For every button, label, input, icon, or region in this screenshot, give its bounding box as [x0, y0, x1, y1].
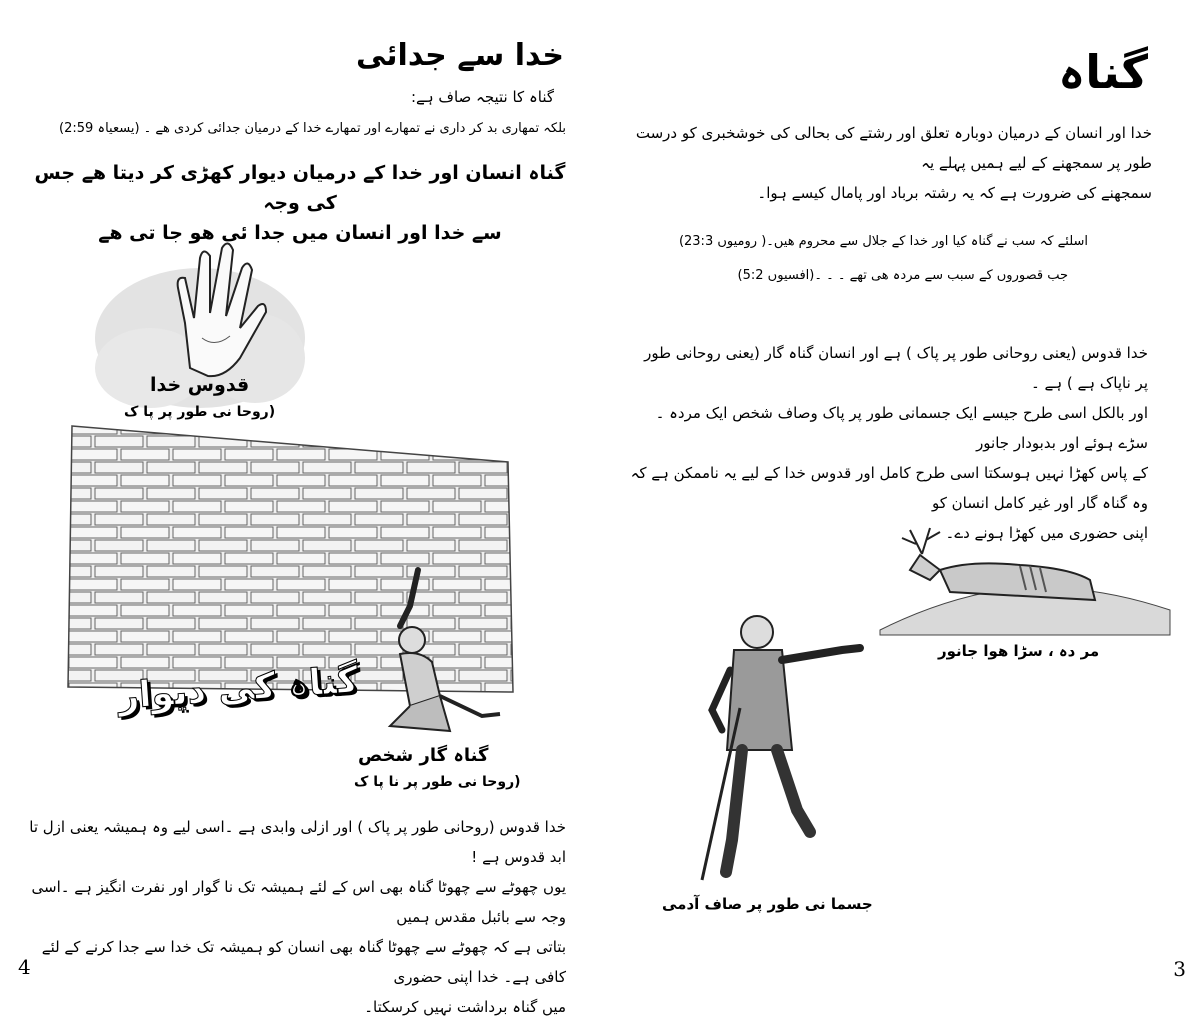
- paragraph-line: میں گناہ برداشت نہیں کرسکتا۔: [364, 998, 566, 1016]
- statement-line-2: سے خدا اور انسان میں جدا ئی ھو جا تی ھے: [98, 222, 502, 244]
- intro-line-1: خدا اور انسان کے درمیان دوبارہ تعلق اور رشتے کی بحالی کی خوشخبری کو درست طور پر سمجھنے کے لیے ہمیں پہلے یہ: [635, 124, 1152, 172]
- verse-isaiah: بلکہ تمھاری بد کر داری نے تمھارے اور تمھارے خدا کے درمیان جدائی کردی ھے ۔ (یسعیاہ 2:59): [59, 121, 566, 136]
- paragraph-line: خدا قدوس (روحانی طور پر پاک ) اور ازلی وابدی ہے ۔اسی لیے وہ ہمیشہ یعنی ازل تا ابد قدوس ہے !: [29, 818, 566, 866]
- left-page: [0, 0, 600, 1016]
- paragraph-line: بتاتی ہے کہ چھوٹے سے چھوٹا گناہ بھی انسان کو ہمیشہ تک خدا سے جدا کرنے کے لئے کافی ہے۔ خدا اپنی حضوری: [41, 938, 566, 986]
- statement-line-1: گناہ انسان اور خدا کے درمیان دیوار کھڑی کر دیتا ھے جس کی وجہ: [34, 162, 566, 214]
- paragraph-line: کے پاس کھڑا نہیں ہوسکتا اسی طرح کامل اور قدوس خدا کے لیے یہ ناممکن ہے کہ وہ گناہ گار اور غیر کامل انسان کو: [630, 464, 1148, 512]
- paragraph-line: اپنی حضوری میں کھڑا ہونے دے۔: [945, 524, 1148, 542]
- right-page: [600, 0, 1200, 1002]
- paragraph: [628, 338, 1148, 548]
- verse-ephesians: جب قصوروں کے سبب سے مردہ ھی تھے ۔ ۔ ۔(افسیوں 5:2): [737, 268, 1068, 283]
- hiker-icon: [682, 610, 882, 885]
- intro-line-2: سمجھنے کی ضرورت ہے کہ یہ رشتہ برباد اور پامال کیسے ہوا۔: [757, 184, 1152, 202]
- hand-icon: [90, 228, 310, 428]
- caption-holy-god: قدوس خدا: [150, 374, 250, 396]
- paragraph-line: اور بالکل اسی طرح جیسے ایک جسمانی طور پر پاک وصاف شخص ایک مردہ ۔سڑے ہوئے اور بدبودار جانور: [655, 404, 1148, 452]
- paragraph-line: خدا قدوس (یعنی روحانی طور پر پاک ) ہے اور انسان گناہ گار (یعنی روحانی طور پر ناپاک ہے ) ہے ۔: [644, 344, 1148, 392]
- paragraph-line: یوں چھوٹے سے چھوٹا گناہ بھی اس کے لئے ہمیشہ تک نا گوار اور نفرت انگیز ہے ۔اسی وجہ سے بائبل مقدس ہمیں: [31, 878, 566, 926]
- paragraph: [26, 812, 566, 1022]
- dead-deer-icon: [880, 520, 1180, 635]
- caption-clean-man: جسما نی طور پر صاف آدمی: [662, 895, 873, 913]
- page-number: 3: [1173, 957, 1186, 981]
- caption-sinner: گناہ گار شخص: [358, 745, 489, 766]
- kneeling-man-icon: [370, 566, 510, 736]
- subtitle: گناہ کا نتیجہ صاف ہے:: [411, 88, 554, 106]
- caption-dead-animal: مر دہ ، سڑا ھوا جانور: [938, 642, 1100, 660]
- caption-holy-god-sub: (روحا نی طور پر پا ک: [124, 404, 276, 420]
- caption-sinner-sub: (روحا نی طور پر نا پا ک: [354, 774, 521, 790]
- page-title: گناہ: [1058, 45, 1148, 99]
- page-title: خدا سے جدائی: [355, 38, 564, 73]
- wall-label: گناہ کی دیوار: [116, 659, 360, 718]
- verse-romans: اسلئے کہ سب نے گناہ کیا اور خدا کے جلال سے محروم ھیں۔( رومیوں 23:3): [678, 234, 1088, 249]
- intro: [632, 118, 1152, 208]
- page-number: 4: [18, 955, 31, 979]
